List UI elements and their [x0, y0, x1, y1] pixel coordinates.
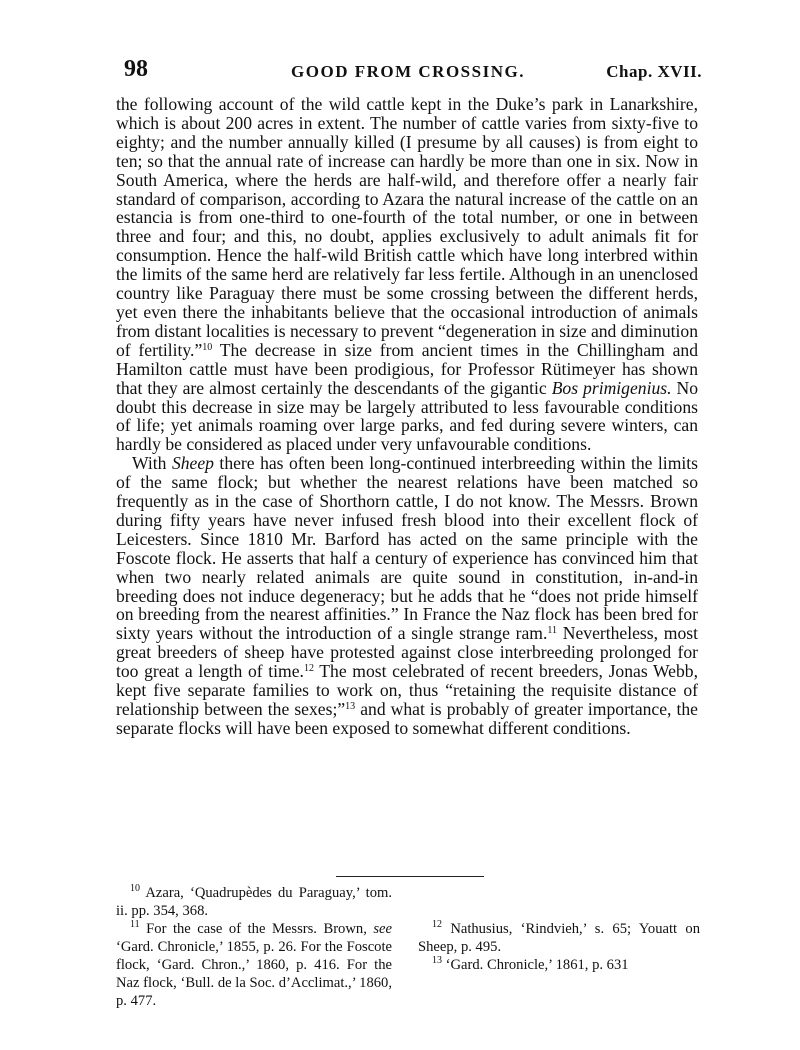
text-segment: With	[132, 453, 172, 474]
footnote-divider	[336, 876, 484, 877]
text-segment: and what is probably of greater importance, the separate flocks will have been exposed to somewhat different conditions.	[116, 699, 698, 738]
text-segment: The most celebrated of recent breeders, Jonas Webb, kept five separate families to work on, thus “retaining the requisite distance of relationship between the sexes;”	[116, 661, 698, 719]
footnote-text: ‘Gard. Chronicle,’ 1861, p. 631	[442, 957, 629, 973]
footnote-column-right	[418, 884, 700, 974]
footnote-11	[116, 920, 392, 1010]
footnote-ref-11: 11	[547, 625, 558, 637]
footnote-text: Nathusius, ‘Rindvieh,’ s. 65; Youatt on Sheep, p. 495.	[418, 921, 700, 955]
italic-species-name: Bos primigenius.	[551, 377, 672, 398]
footnote-column-left	[116, 884, 392, 1010]
text-segment: No doubt this decrease in size may be largely attributed to less favourable conditions of life; yet animals roaming over large parks, and fed during severe winters, can hardly be considered as placed under very unfavourable conditions.	[116, 377, 698, 455]
main-text	[116, 95, 698, 738]
paragraph-wild-cattle	[116, 95, 698, 454]
footnote-text: For the case of the Messrs. Brown,	[139, 921, 374, 937]
italic-sheep: Sheep	[171, 453, 214, 474]
chapter-label: Chap. XVII.	[606, 62, 702, 81]
text-segment: Nevertheless, most great breeders of sheep have protested against close interbreeding prolonged for too great a length of time.	[116, 623, 698, 682]
footnote-ref-10: 10	[202, 341, 213, 353]
text-segment: the following account of the wild cattle kept in the Duke’s park in Lanarkshire, which is about 200 acres in extent. The number of cattle varies from sixty-five to eighty; and the number annually killed (I presume by all causes) is from eight to ten; so that the annual rate of increase can hardly be more than one in six. Now in South America, where the herds are half-wild, and therefore offer a nearly fair standard of comparison, according to Azara the natural increase of the cattle on an estancia is from one-third to one-fourth of the total number, or one in between three and four; and this, no doubt, applies exclusively to adult animals fit for consumption. Hence the half-wild British cattle which have long interbred within the limits of the same herd are relatively far less fertile. Although in an unenclosed country like Paraguay there must be some crossing between the different herds, yet even there the inhabitants believe that the occasional introduction of animals from distant localities is necessary to prevent “degeneration in size and diminution of fertility.”	[116, 94, 698, 360]
footnote-number: 11	[130, 919, 140, 930]
page-number: 98	[124, 56, 148, 82]
page-header	[118, 56, 702, 84]
paragraph-sheep	[116, 454, 698, 738]
text-segment: The decrease in size from ancient times in the Chillingham and Hamilton cattle must have been prodigious, for Professor Rütimeyer has shown that they are almost certainly the descendants of the gigantic	[116, 339, 698, 398]
footnote-12	[418, 920, 700, 956]
footnote-italic: see	[373, 921, 392, 937]
footnote-ref-13: 13	[345, 701, 356, 712]
footnote-number: 12	[432, 919, 442, 930]
footnote-number: 13	[432, 955, 442, 966]
footnote-text: Azara, ‘Quadrupèdes du Paraguay,’ tom. ii. pp. 354, 368.	[116, 885, 392, 919]
footnote-ref-12: 12	[303, 663, 314, 675]
footnote-text: ‘Gard. Chronicle,’ 1855, p. 26. For the Foscote flock, ‘Gard. Chron.,’ 1860, p. 416. For the Naz flock, ‘Bull. de la Soc. d’Acclimat.,’ 1860, p. 477.	[116, 939, 392, 1009]
running-head: GOOD FROM CROSSING.	[291, 62, 525, 81]
text-segment: there has often been long-continued interbreeding within the limits of the same flock; but whether the nearest relations have been matched so frequently as in the case of Shorthorn cattle, I do not know. The Messrs. Brown during fifty years have never infused fresh blood into their excellent flock of Leicesters. Since 1810 Mr. Barford has acted on the same principle with the Foscote flock. He asserts that half a century of experience has convinced him that when two nearly related animals are quite sound in constitution, in-and-in breeding does not induce degeneracy; but he adds that he “does not pride himself on breeding from the nearest affinities.” In France the Naz flock has been bred for sixty years without the introduction of a single strange ram.	[116, 453, 699, 644]
footnote-number: 10	[130, 883, 140, 894]
footnote-13	[418, 956, 700, 974]
footnote-10	[116, 884, 392, 920]
